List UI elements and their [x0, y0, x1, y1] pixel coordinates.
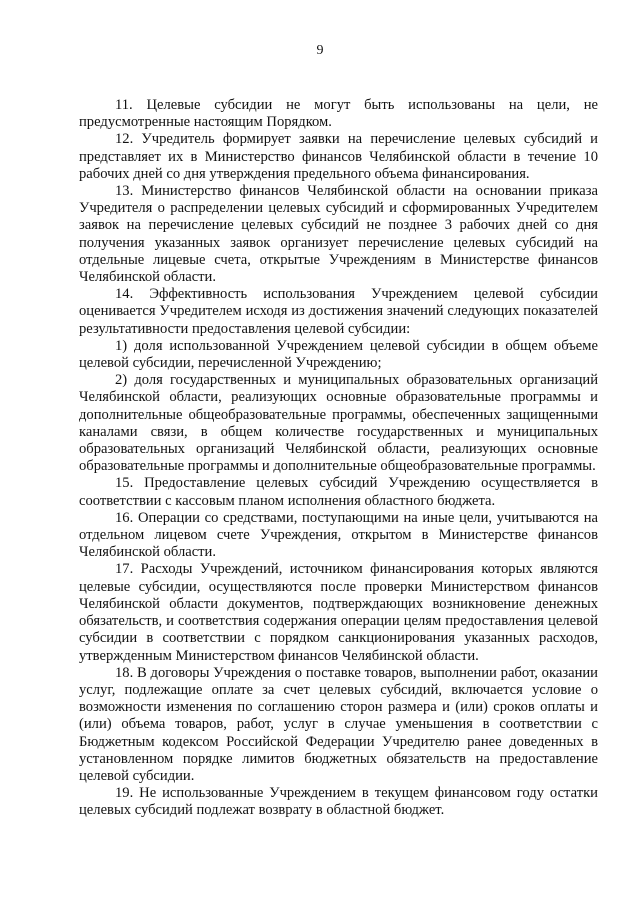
paragraph-14-item-1: 1) доля использованной Учреждением целевой субсидии в общем объеме целевой субсидии, перечисленной Учреждению;: [79, 337, 598, 372]
paragraph-11: 11. Целевые субсидии не могут быть использованы на цели, не предусмотренные настоящим Порядком.: [79, 97, 598, 131]
paragraph-18: 18. В договоры Учреждения о поставке товаров, выполнении работ, оказании услуг, подлежащие оплате за счет целевых субсидий, включается условие о возможности изменения по соглашению сторон размера и (или) сроков оплаты и (или) объема товаров, работ, услуг в случае уменьшения в соответствии с Бюджетным кодексом Российской Федерации Учредителю ранее доведенных в установленном порядке лимитов бюджетных обязательств на предоставление целевой субсидии.: [79, 664, 598, 784]
paragraph-12: 12. Учредитель формирует заявки на перечисление целевых субсидий и представляет их в Министерство финансов Челябинской области в течение 10 рабочих дней со дня утверждения предельного объема финансирования.: [79, 131, 598, 182]
paragraph-14: 14. Эффективность использования Учреждением целевой субсидии оценивается Учредителем исходя из достижения значений следующих показателей результативности предоставления целевой субсидии:: [79, 286, 598, 337]
document-body: [79, 97, 598, 820]
paragraph-16: 16. Операции со средствами, поступающими на иные цели, учитываются на отдельном лицевом счете Учреждения, открытом в Министерстве финансов Челябинской области.: [79, 509, 598, 561]
paragraph-19: 19. Не использованные Учреждением в текущем финансовом году остатки целевых субсидий подлежат возврату в областной бюджет.: [79, 785, 598, 819]
paragraph-14-item-2: 2) доля государственных и муниципальных образовательных организаций Челябинской области, реализующих основные образовательные программы и дополнительные общеобразовательные программы, обеспеченных защищенными каналами связи, в общем количестве государственных и муниципальных образовательных организаций Челябинской области, реализующих основные образовательные программы и дополнительные общеобразовательные программы.: [79, 372, 598, 475]
paragraph-13: 13. Министерство финансов Челябинской области на основании приказа Учредителя о распределении целевых субсидий и сформированных Учредителем заявок на перечисление целевых субсидий не позднее 3 рабочих дней со дня получения указанных заявок организует перечисление целевых субсидий на отдельные лицевые счета, открытые Учреждениям в Министерстве финансов Челябинской области.: [79, 183, 598, 286]
paragraph-15: 15. Предоставление целевых субсидий Учреждению осуществляется в соответствии с кассовым планом исполнения областного бюджета.: [79, 475, 598, 509]
paragraph-17: 17. Расходы Учреждений, источником финансирования которых являются целевые субсидии, осуществляются после проверки Министерством финансов Челябинской области документов, подтверждающих возникновение денежных обязательств, и соответствия содержания операции целям предоставления целевой субсидии в соответствии с порядком санкционирования указанных расходов, утвержденным Министерством финансов Челябинской области.: [79, 561, 598, 664]
page-number: 9: [316, 43, 324, 58]
